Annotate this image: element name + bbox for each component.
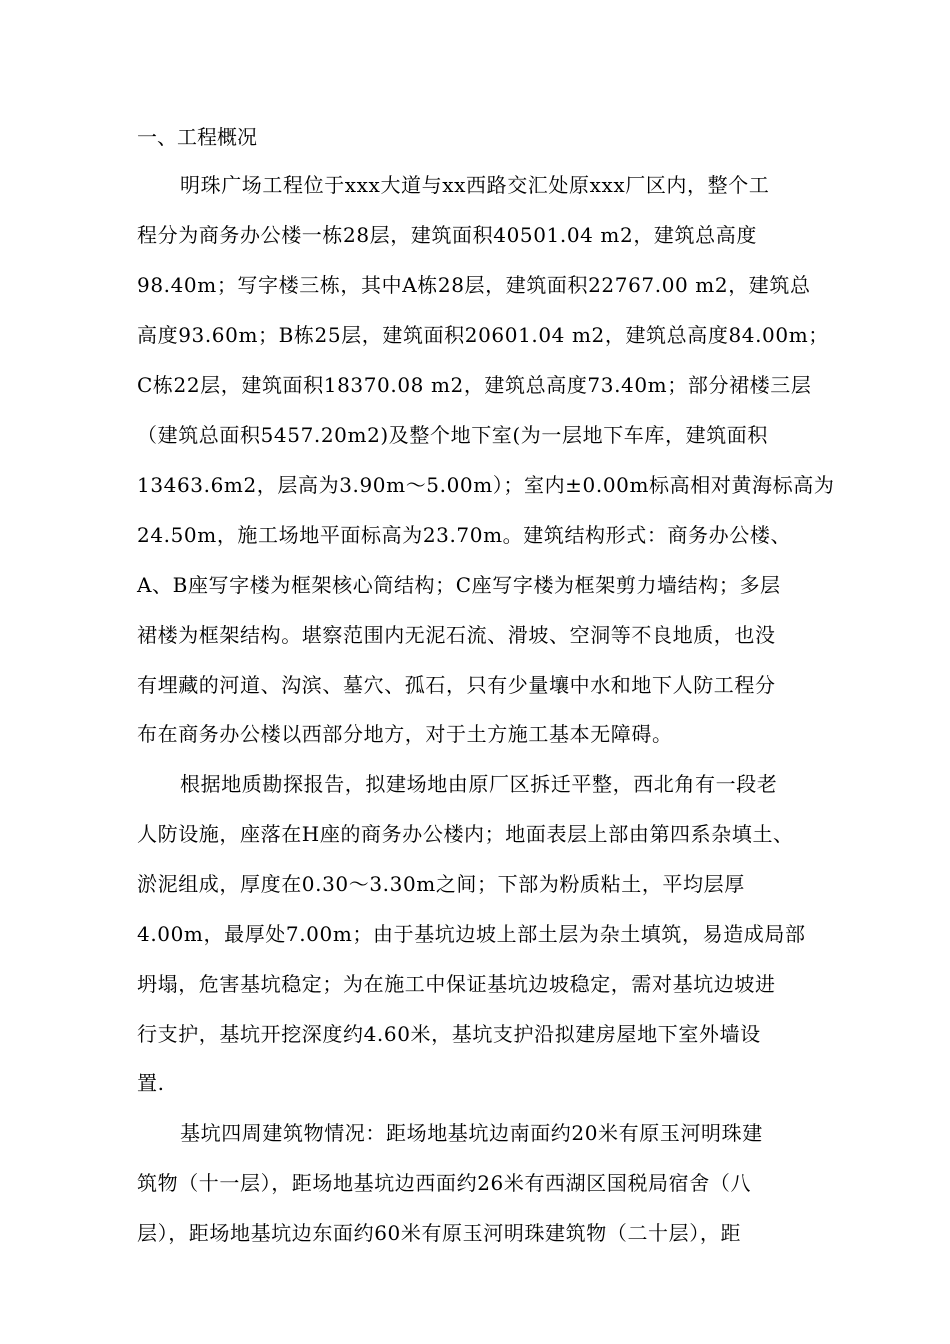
- text-line: 程分为商务办公楼一栋28层，建筑面积40501.04 m2，建筑总高度: [137, 223, 757, 247]
- text-line: 13463.6m2，层高为3.90m～5.00m）；室内±0.00m标高相对黄海标高为: [137, 473, 835, 497]
- text-line: 行支护，基坑开挖深度约4.60米，基坑支护沿拟建房屋地下室外墙设: [137, 1022, 761, 1046]
- text-line: 4.00m，最厚处7.00m；由于基坑边坡上部土层为杂土填筑，易造成局部: [137, 922, 806, 946]
- text-line: 淤泥组成，厚度在0.30～3.30m之间；下部为粉质粘土，平均层厚: [137, 872, 745, 896]
- text-line: 明珠广场工程位于xxx大道与xx西路交汇处原xxx厂区内，整个工: [180, 173, 770, 197]
- text-line: 根据地质勘探报告，拟建场地由原厂区拆迁平整，西北角有一段老: [180, 772, 778, 796]
- text-line: 坍塌，危害基坑稳定；为在施工中保证基坑边坡稳定，需对基坑边坡进: [137, 972, 776, 996]
- text-line: 布在商务办公楼以西部分地方，对于土方施工基本无障碍。: [137, 722, 673, 746]
- text-line: 98.40m；写字楼三栋，其中A栋28层，建筑面积22767.00 m2，建筑总: [137, 273, 811, 297]
- text-line: （建筑总面积5457.20m2)及整个地下室(为一层地下车库，建筑面积: [137, 423, 768, 447]
- text-line: 裙楼为框架结构。堪察范围内无泥石流、滑坡、空洞等不良地质，也没: [137, 623, 776, 647]
- text-line: 高度93.60m；B栋25层，建筑面积20601.04 m2，建筑总高度84.00m；: [137, 323, 829, 347]
- text-line: 人防设施，座落在H座的商务办公楼内；地面表层上部由第四系杂填土、: [137, 822, 794, 846]
- text-line: 层），距场地基坑边东面约60米有原玉河明珠建筑物（二十层），距: [137, 1221, 742, 1245]
- text-line: 24.50m，施工场地平面标高为23.70m。建筑结构形式：商务办公楼、: [137, 523, 792, 547]
- text-line: 有埋藏的河道、沟滨、墓穴、孤石，只有少量壤中水和地下人防工程分: [137, 673, 776, 697]
- text-line: C栋22层，建筑面积18370.08 m2，建筑总高度73.40m；部分裙楼三层: [137, 373, 812, 397]
- section-heading: 一、工程概况: [137, 125, 257, 149]
- text-line: 筑物（十一层），距场地基坑边西面约26米有西湖区国税局宿舍（八: [137, 1171, 752, 1195]
- text-line: A、B座写字楼为框架核心筒结构；C座写字楼为框架剪力墙结构；多层: [137, 573, 781, 597]
- text-line: 置.: [137, 1071, 165, 1095]
- text-line: 基坑四周建筑物情况：距场地基坑边南面约20米有原玉河明珠建: [180, 1121, 763, 1145]
